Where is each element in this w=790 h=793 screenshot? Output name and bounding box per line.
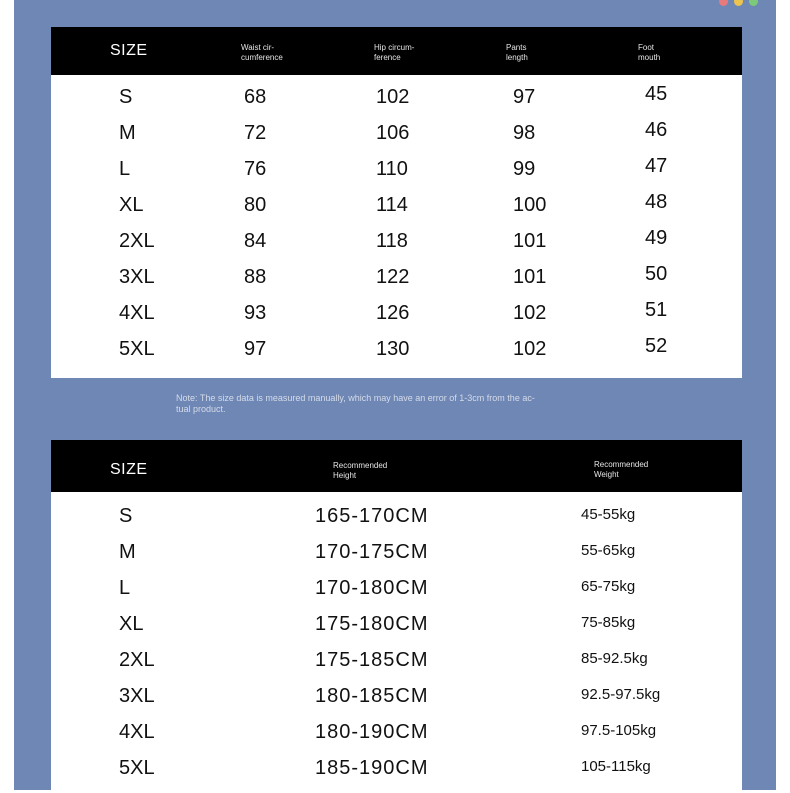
cell-waist: 93 bbox=[244, 302, 267, 324]
cell-size: M bbox=[119, 541, 136, 563]
table-row bbox=[51, 227, 742, 266]
cell-waist: 97 bbox=[244, 338, 267, 360]
cell-foot-mouth: 52 bbox=[645, 335, 668, 357]
cell-foot-mouth: 46 bbox=[645, 119, 668, 141]
cell-height: 180-185CM bbox=[315, 685, 429, 707]
cell-height: 175-180CM bbox=[315, 613, 429, 635]
cell-foot-mouth: 50 bbox=[645, 263, 668, 285]
cell-size: L bbox=[119, 577, 131, 599]
cell-weight: 75-85kg bbox=[581, 614, 636, 631]
cell-hip: 126 bbox=[376, 302, 410, 324]
cell-pants-length: 101 bbox=[513, 266, 547, 288]
size-measurement-table bbox=[51, 27, 742, 378]
cell-waist: 76 bbox=[244, 158, 267, 180]
cell-foot-mouth: 45 bbox=[645, 83, 668, 105]
cell-waist: 84 bbox=[244, 230, 267, 252]
cell-waist: 72 bbox=[244, 122, 267, 144]
cell-height: 170-180CM bbox=[315, 577, 429, 599]
recommendation-table bbox=[51, 440, 742, 790]
table-row bbox=[51, 649, 742, 685]
table-row bbox=[51, 541, 742, 577]
table-row bbox=[51, 299, 742, 338]
cell-waist: 80 bbox=[244, 194, 267, 216]
cell-size: 3XL bbox=[119, 266, 155, 288]
table-row bbox=[51, 83, 742, 122]
cell-size: 2XL bbox=[119, 230, 155, 252]
cell-pants-length: 99 bbox=[513, 158, 536, 180]
cell-size: 4XL bbox=[119, 721, 155, 743]
cell-height: 185-190CM bbox=[315, 757, 429, 779]
table-row bbox=[51, 505, 742, 541]
cell-height: 170-175CM bbox=[315, 541, 429, 563]
cell-size: 4XL bbox=[119, 302, 155, 324]
table-row bbox=[51, 191, 742, 230]
cell-hip: 110 bbox=[376, 158, 408, 180]
table-row bbox=[51, 119, 742, 158]
header-hip: Hip circum- ference bbox=[374, 43, 415, 62]
table-row bbox=[51, 757, 742, 793]
table-row bbox=[51, 685, 742, 721]
green-dot-icon bbox=[749, 0, 758, 6]
cell-hip: 114 bbox=[376, 194, 408, 216]
cell-size: 5XL bbox=[119, 757, 155, 779]
cell-weight: 55-65kg bbox=[581, 542, 636, 559]
cell-waist: 88 bbox=[244, 266, 267, 288]
cell-weight: 65-75kg bbox=[581, 578, 636, 595]
cell-pants-length: 101 bbox=[513, 230, 547, 252]
cell-size: XL bbox=[119, 613, 144, 635]
cell-pants-length: 100 bbox=[513, 194, 547, 216]
table-row bbox=[51, 155, 742, 194]
cell-pants-length: 98 bbox=[513, 122, 536, 144]
cell-hip: 102 bbox=[376, 86, 410, 108]
table-row bbox=[51, 335, 742, 374]
header-size: SIZE bbox=[110, 42, 148, 59]
cell-foot-mouth: 49 bbox=[645, 227, 668, 249]
cell-size: 3XL bbox=[119, 685, 155, 707]
header-waist: Waist cir- cumference bbox=[241, 43, 283, 62]
cell-size: XL bbox=[119, 194, 144, 216]
header-size: SIZE bbox=[110, 461, 148, 478]
cell-weight: 97.5-105kg bbox=[581, 722, 657, 739]
cell-waist: 68 bbox=[244, 86, 267, 108]
table-header bbox=[51, 27, 742, 75]
table-header bbox=[51, 440, 742, 492]
cell-pants-length: 102 bbox=[513, 338, 547, 360]
table-row bbox=[51, 721, 742, 757]
cell-size: 5XL bbox=[119, 338, 155, 360]
cell-foot-mouth: 48 bbox=[645, 191, 668, 213]
cell-foot-mouth: 51 bbox=[645, 299, 668, 321]
cell-pants-length: 97 bbox=[513, 86, 536, 108]
header-height: Recommended Height bbox=[333, 461, 388, 480]
cell-size: L bbox=[119, 158, 131, 180]
cell-height: 180-190CM bbox=[315, 721, 429, 743]
cell-size: 2XL bbox=[119, 649, 155, 671]
cell-weight: 105-115kg bbox=[581, 758, 651, 775]
cell-hip: 106 bbox=[376, 122, 410, 144]
cell-pants-length: 102 bbox=[513, 302, 547, 324]
cell-size: S bbox=[119, 86, 133, 108]
cell-size: S bbox=[119, 505, 133, 527]
cell-height: 175-185CM bbox=[315, 649, 429, 671]
yellow-dot-icon bbox=[734, 0, 743, 6]
cell-size: M bbox=[119, 122, 136, 144]
cell-hip: 122 bbox=[376, 266, 410, 288]
cell-weight: 92.5-97.5kg bbox=[581, 686, 661, 703]
measurement-note: Note: The size data is measured manually, which may have an error of 1-3cm from the ac- tual product. bbox=[176, 393, 535, 414]
header-weight: Recommended Weight bbox=[594, 460, 649, 479]
cell-hip: 118 bbox=[376, 230, 408, 252]
cell-weight: 85-92.5kg bbox=[581, 650, 648, 667]
red-dot-icon bbox=[719, 0, 728, 6]
table-row bbox=[51, 577, 742, 613]
window-dots bbox=[719, 0, 758, 6]
header-foot-mouth: Foot mouth bbox=[638, 43, 661, 62]
cell-foot-mouth: 47 bbox=[645, 155, 668, 177]
table-row bbox=[51, 613, 742, 649]
cell-height: 165-170CM bbox=[315, 505, 429, 527]
table-row bbox=[51, 263, 742, 302]
cell-hip: 130 bbox=[376, 338, 410, 360]
cell-weight: 45-55kg bbox=[581, 506, 636, 523]
header-pants-length: Pants length bbox=[506, 43, 528, 62]
